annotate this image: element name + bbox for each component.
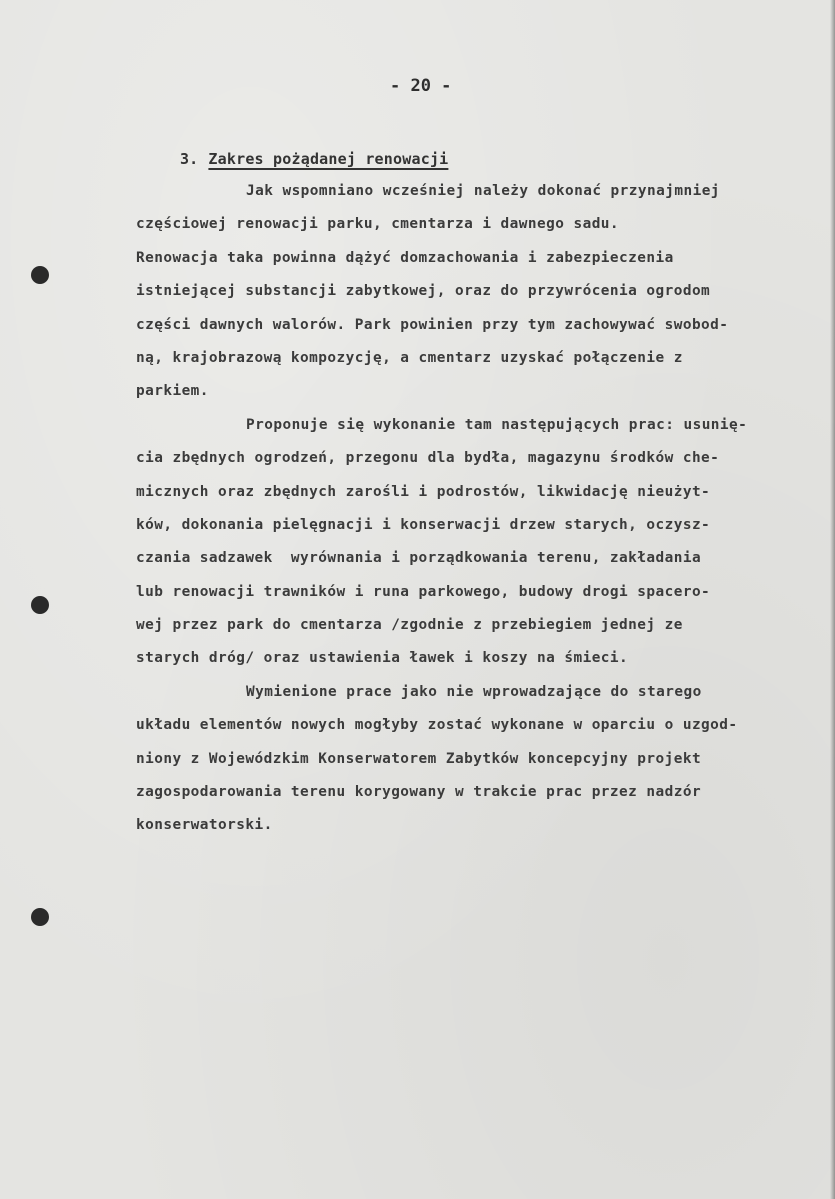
text-line: czania sadzawek wyrównania i porządkowania terenu, zakładania: [136, 550, 702, 567]
text-line: ków, dokonania pielęgnacji i konserwacji drzew starych, oczysz-: [136, 516, 711, 533]
text-line: konserwatorski.: [136, 817, 273, 834]
page-edge-shadow: [830, 0, 835, 1199]
text-line: częściowej renowacji parku, cmentarza i dawnego sadu.: [136, 216, 620, 233]
text-line: ną, krajobrazową kompozycję, a cmentarz uzyskać połączenie z: [136, 349, 683, 366]
section-number: 3.: [179, 150, 199, 168]
body-text: [136, 175, 816, 843]
text-line: starych dróg/ oraz ustawienia ławek i koszy na śmieci.: [136, 650, 629, 667]
section-title: Zakres pożądanej renowacji: [208, 150, 449, 168]
text-line: układu elementów nowych mogłyby zostać wykonane w oparciu o uzgod-: [136, 717, 738, 734]
punch-hole: [31, 266, 49, 284]
text-line: wej przez park do cmentarza /zgodnie z przebiegiem jednej ze: [136, 617, 683, 634]
text-line: micznych oraz zbędnych zarośli i podrostów, likwidację nieużyt-: [136, 483, 711, 500]
text-line: lub renowacji trawników i runa parkowego, budowy drogi spacero-: [136, 583, 711, 600]
text-line: Jak wspomniano wcześniej należy dokonać przynajmniej: [246, 183, 720, 199]
text-line: Renowacja taka powinna dążyć domzachowania i zabezpieczenia: [136, 249, 674, 266]
text-line: parkiem.: [136, 383, 209, 400]
text-line: części dawnych walorów. Park powinien przy tym zachowywać swobod-: [136, 316, 729, 333]
text-line: istniejącej substancji zabytkowej, oraz do przywrócenia ogrodom: [136, 283, 711, 300]
text-line: niony z Wojewódzkim Konserwatorem Zabytków koncepcyjny projekt: [136, 750, 702, 767]
page-number: - 20 -: [390, 76, 452, 96]
punch-hole: [31, 596, 49, 614]
text-line: Wymienione prace jako nie wprowadzające do starego: [246, 683, 702, 700]
text-line: cia zbędnych ogrodzeń, przegonu dla bydła, magazynu środków che-: [136, 450, 720, 467]
punch-hole: [31, 908, 49, 926]
text-line: zagospodarowania terenu korygowany w trakcie prac przez nadzór: [136, 784, 702, 801]
text-line: Proponuje się wykonanie tam następujących prac: usunię-: [246, 416, 748, 433]
